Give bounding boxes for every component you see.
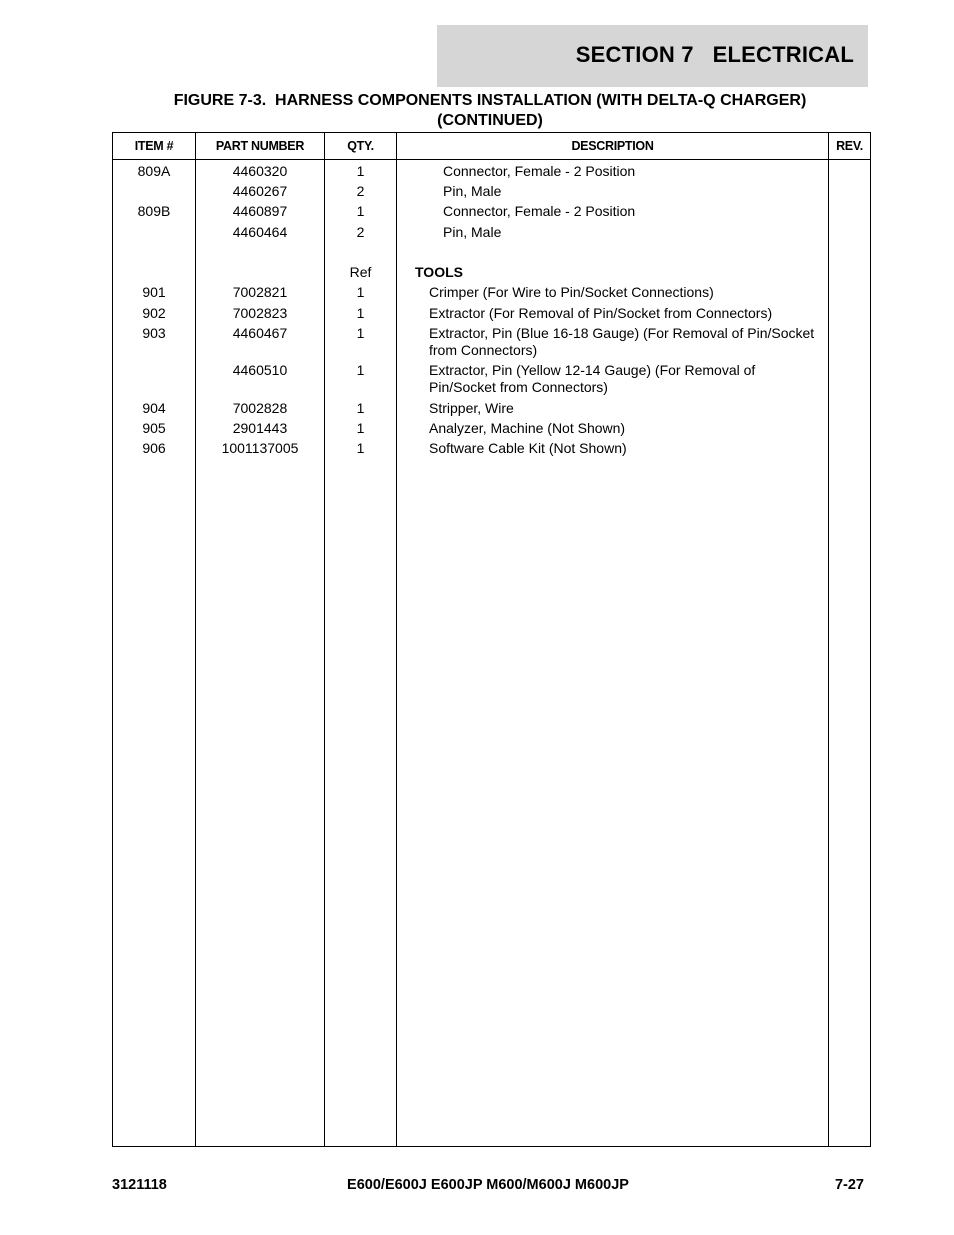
table-header-row xyxy=(113,133,871,160)
cell-description: Connector, Female - 2 Position xyxy=(443,203,636,219)
cell-qty: 1 xyxy=(356,440,365,456)
cell-description: Extractor, Pin (Blue 16-18 Gauge) (For Removal of Pin/Socket from Connectors) xyxy=(429,325,815,358)
part-number-cells xyxy=(196,160,324,1146)
cell-qty: 1 xyxy=(356,420,365,436)
cell-item: 809A xyxy=(137,163,171,179)
cell-qty: 1 xyxy=(356,163,365,179)
cell-qty: 1 xyxy=(356,284,365,300)
parts-table xyxy=(112,132,871,1147)
cell-item: 902 xyxy=(142,305,166,321)
section-title: SECTION 7 ELECTRICAL xyxy=(575,42,854,67)
description-cells xyxy=(397,160,828,1146)
figure-title-line2: (CONTINUED) xyxy=(437,112,543,129)
cell-part: 7002821 xyxy=(232,284,288,300)
cell-item: 906 xyxy=(142,440,166,456)
rev-column xyxy=(829,160,871,1147)
figure-title xyxy=(112,91,868,131)
cell-item: 904 xyxy=(142,400,166,416)
cell-description: Software Cable Kit (Not Shown) xyxy=(429,440,627,456)
cell-part: 7002823 xyxy=(232,305,288,321)
cell-description: Pin, Male xyxy=(443,183,502,199)
footer-doc-number: 3121118 xyxy=(112,1177,167,1193)
cell-item: 901 xyxy=(142,284,166,300)
description-column xyxy=(397,160,829,1147)
header-qty: QTY. xyxy=(325,133,397,160)
cell-part: 1001137005 xyxy=(221,440,299,456)
rev-cells xyxy=(829,160,870,1146)
header-item: ITEM # xyxy=(113,133,196,160)
cell-description: Extractor (For Removal of Pin/Socket from Connectors) xyxy=(429,305,773,321)
cell-item: 903 xyxy=(142,325,166,341)
item-cells xyxy=(113,160,195,1146)
cell-part: 4460467 xyxy=(232,325,288,341)
cell-description: Extractor, Pin (Yellow 12-14 Gauge) (For Removal of Pin/Socket from Connectors) xyxy=(429,362,756,395)
cell-description: Pin, Male xyxy=(443,224,502,240)
cell-part: 2901443 xyxy=(232,420,288,436)
header-description: DESCRIPTION xyxy=(397,133,829,160)
qty-column xyxy=(325,160,397,1147)
cell-description: Stripper, Wire xyxy=(429,400,514,416)
cell-description: Analyzer, Machine (Not Shown) xyxy=(429,420,626,436)
cell-part: 7002828 xyxy=(232,400,288,416)
cell-qty: 2 xyxy=(356,183,365,199)
cell-part: 4460897 xyxy=(232,203,288,219)
table-body-row xyxy=(113,160,871,1147)
cell-qty: Ref xyxy=(349,264,372,280)
cell-qty: 1 xyxy=(356,400,365,416)
cell-part: 4460320 xyxy=(232,163,288,179)
item-column xyxy=(113,160,196,1147)
section-header xyxy=(437,25,868,87)
figure-title-line1: FIGURE 7-3. HARNESS COMPONENTS INSTALLATION (WITH DELTA-Q CHARGER) xyxy=(173,92,807,109)
cell-part: 4460267 xyxy=(232,183,288,199)
header-part-number: PART NUMBER xyxy=(196,133,325,160)
header-rev: REV. xyxy=(829,133,871,160)
cell-part: 4460464 xyxy=(232,224,288,240)
cell-part: 4460510 xyxy=(232,362,288,378)
cell-description: Crimper (For Wire to Pin/Socket Connections) xyxy=(429,284,714,300)
cell-item: 905 xyxy=(142,420,166,436)
part-number-column xyxy=(196,160,325,1147)
cell-qty: 1 xyxy=(356,362,365,378)
cell-qty: 1 xyxy=(356,305,365,321)
cell-item: 809B xyxy=(137,203,171,219)
cell-description: TOOLS xyxy=(415,264,463,280)
cell-description: Connector, Female - 2 Position xyxy=(443,163,636,179)
qty-cells xyxy=(325,160,396,1146)
page-footer xyxy=(112,1177,864,1197)
cell-qty: 1 xyxy=(356,325,365,341)
cell-qty: 1 xyxy=(356,203,365,219)
cell-qty: 2 xyxy=(356,224,365,240)
footer-models: E600/E600J E600JP M600/M600J M600JP xyxy=(347,1177,629,1193)
footer-page-number: 7-27 xyxy=(834,1177,864,1193)
